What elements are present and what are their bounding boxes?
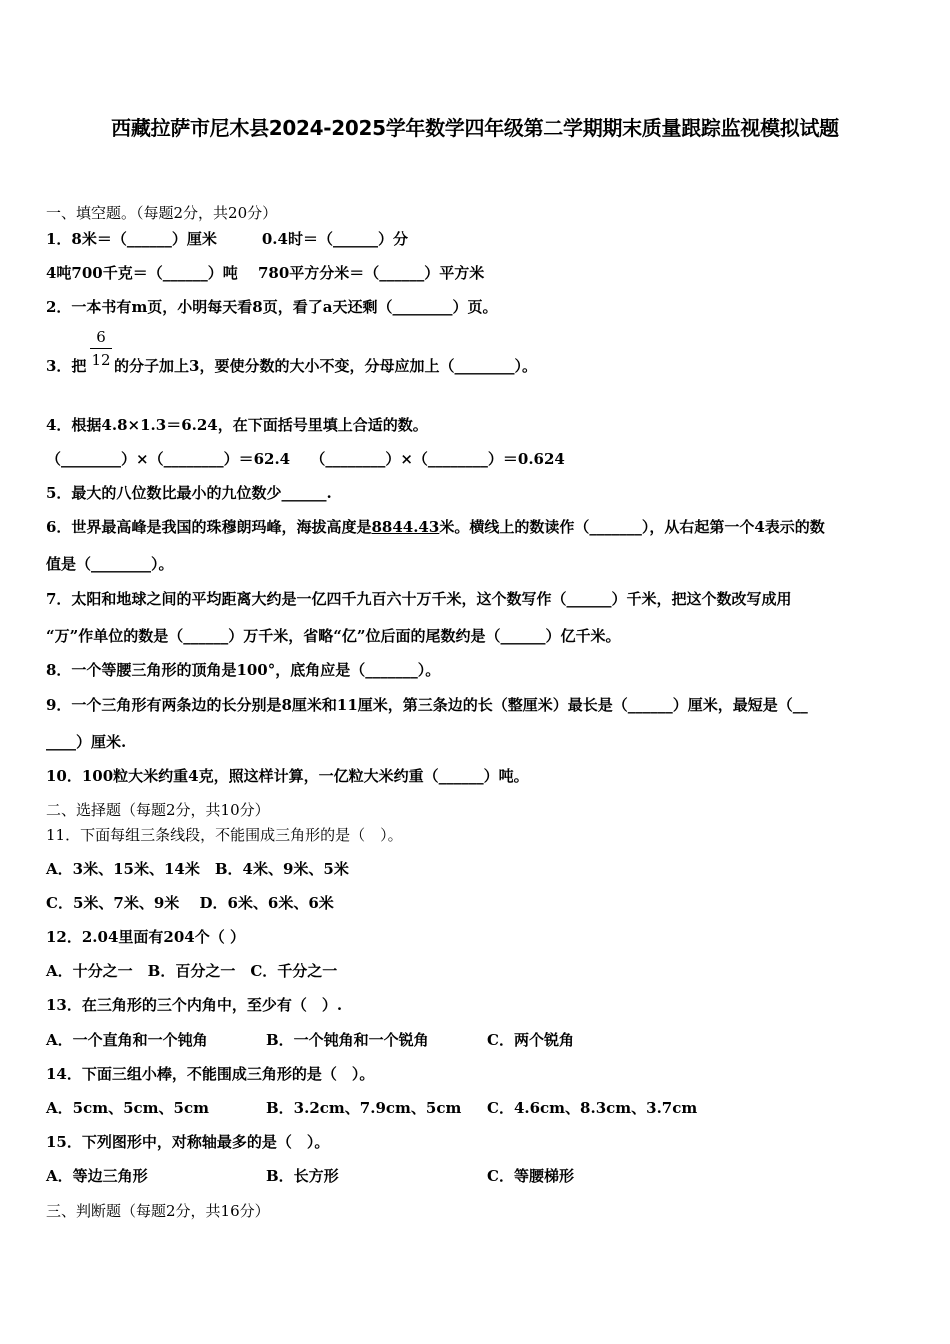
page-title: 西藏拉萨市尼木县2024-2025学年数学四年级第二学期期末质量跟踪监视模拟试题 — [111, 116, 839, 140]
question-12-options: A．十分之一 B．百分之一 C．千分之一 — [46, 962, 338, 980]
section-judgement: 三、判断题（每题2分，共16分） — [46, 1202, 270, 1220]
question-7a: 7．太阳和地球之间的平均距离大约是一亿四千九百六十万千米，这个数写作（______）千米，把这个数改写成用 — [46, 590, 792, 608]
fraction-six-twelfths — [90, 328, 112, 369]
question-14-option-a: A．5cm、5cm、5cm — [46, 1099, 209, 1117]
question-13-option-a: A．一个直角和一个钝角 — [46, 1031, 208, 1049]
question-14-option-b: B．3.2cm、7.9cm、5cm — [266, 1099, 462, 1117]
question-9b: ____）厘米. — [46, 733, 127, 751]
fraction-bar — [90, 348, 112, 349]
question-15-option-b: B．长方形 — [266, 1167, 339, 1185]
question-3-prefix: 3．把 — [46, 357, 87, 375]
question-11: 11．下面每组三条线段，不能围成三角形的是（ ）。 — [46, 826, 403, 844]
question-11-options-cd: C．5米、7米、9米 D．6米、6米、6米 — [46, 894, 334, 912]
question-13: 13．在三角形的三个内角中，至少有（ ）. — [46, 996, 343, 1014]
question-6a-prefix: 6．世界最高峰是我国的珠穆朗玛峰，海拔高度是 — [46, 518, 372, 536]
question-6b: 值是（________）。 — [46, 555, 174, 573]
question-10: 10．100粒大米约重4克，照这样计算，一亿粒大米约重（______）吨。 — [46, 767, 529, 785]
question-14: 14．下面三组小棒，不能围成三角形的是（ ）。 — [46, 1065, 375, 1083]
question-1b: 4吨700千克＝（______）吨 780平方分米＝（______）平方米 — [46, 264, 485, 282]
question-5: 5．最大的八位数比最小的九位数少______. — [46, 484, 332, 502]
question-4b: （________）×（________）＝62.4 （________）×（________）＝0.624 — [46, 450, 565, 468]
question-12: 12．2.04里面有204个（ ） — [46, 928, 245, 946]
question-9a: 9．一个三角形有两条边的长分别是8厘米和11厘米，第三条边的长（整厘米）最长是（______）厘米，最短是（__ — [46, 696, 808, 714]
question-7b: “万”作单位的数是（______）万千米，省略“亿”位后面的尾数约是（______）亿千米。 — [46, 627, 621, 645]
section-fill-blank: 一、填空题。（每题2分，共20分） — [46, 204, 278, 222]
question-8: 8．一个等腰三角形的顶角是100°，底角应是（_______）。 — [46, 661, 441, 679]
question-15: 15．下列图形中，对称轴最多的是（ ）。 — [46, 1133, 330, 1151]
fraction-denominator: 12 — [91, 351, 111, 369]
question-13-option-c: C．两个锐角 — [487, 1031, 574, 1049]
question-11-options-ab: A．3米、15米、14米 B．4米、9米、5米 — [46, 860, 349, 878]
question-15-option-a: A．等边三角形 — [46, 1167, 148, 1185]
question-14-option-c: C．4.6cm、8.3cm、3.7cm — [487, 1099, 698, 1117]
question-6a — [46, 516, 825, 537]
question-13-option-b: B．一个钝角和一个锐角 — [266, 1031, 429, 1049]
underlined-number: 8844.43 — [371, 518, 440, 536]
fraction-numerator: 6 — [96, 328, 106, 346]
question-2: 2．一本书有m页，小明每天看8页，看了a天还剩（________）页。 — [46, 298, 498, 316]
question-15-option-c: C．等腰梯形 — [487, 1167, 574, 1185]
question-3: 的分子加上3，要使分数的大小不变，分母应加上（________）。 — [114, 357, 537, 375]
section-choice: 二、选择题（每题2分，共10分） — [46, 801, 270, 819]
question-4a: 4．根据4.8×1.3＝6.24，在下面括号里填上合适的数。 — [46, 416, 428, 434]
question-1a: 1．8米＝（______）厘米 0.4时＝（______）分 — [46, 230, 408, 248]
question-6a-suffix: 米。横线上的数读作（_______），从右起第一个4表示的数 — [439, 518, 825, 536]
